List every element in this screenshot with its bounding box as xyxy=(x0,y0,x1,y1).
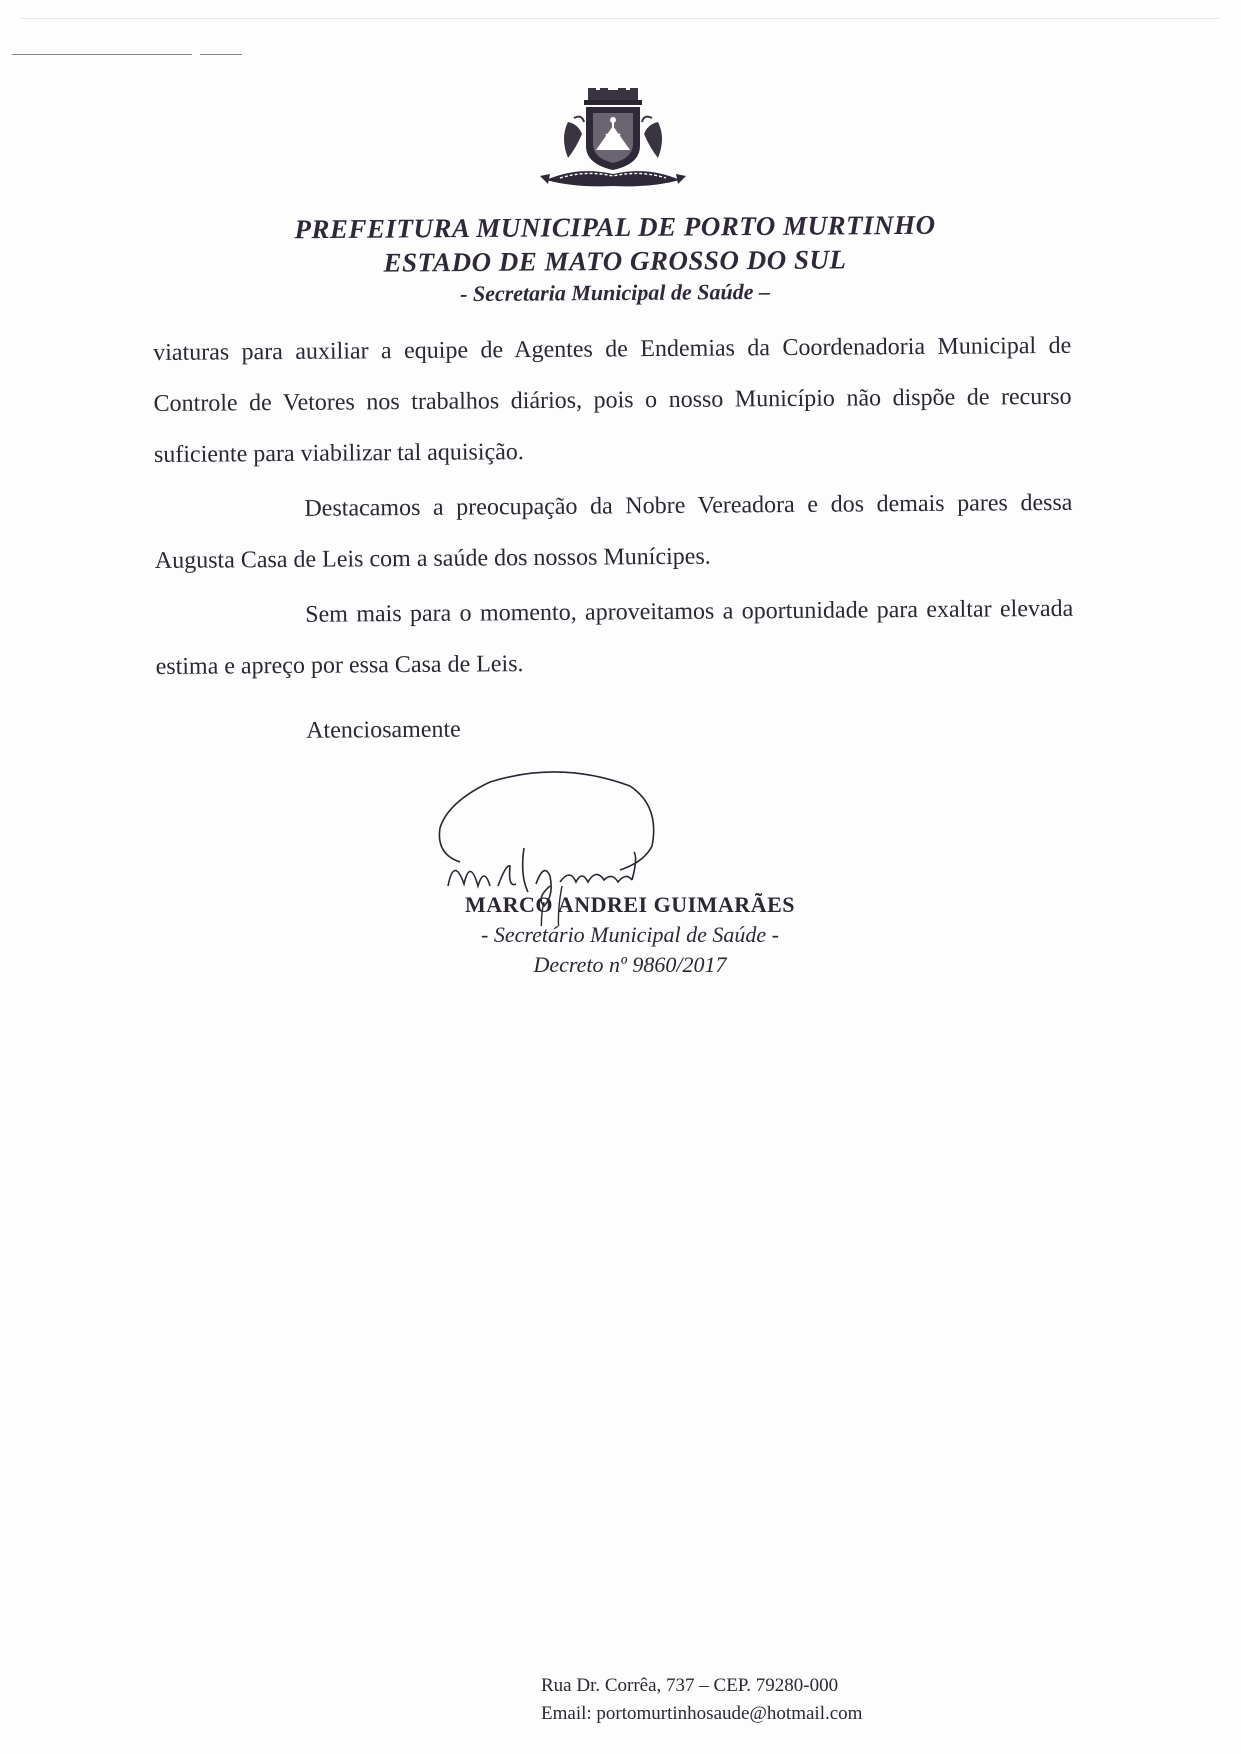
letterhead xyxy=(200,210,1030,308)
scan-mark-line xyxy=(200,54,242,55)
body-paragraph: Destacamos a preocupação da Nobre Vereadora e dos demais pares dessa Augusta Casa de Leis com a saúde dos nossos Munícipes. xyxy=(154,489,1073,574)
closing-salutation: Atenciosamente xyxy=(306,716,461,744)
signatory-decree: Decreto nº 9860/2017 xyxy=(533,952,727,977)
department-title: - Secretaria Municipal de Saúde – xyxy=(459,278,771,307)
body-paragraph: viaturas para auxiliar a equipe de Agentes de Endemias da Coordenadoria Municipal de Controle de Vetores nos trabalhos diários, pois o nosso Município não dispõe de recurso suficiente para viabilizar tal aquisição. xyxy=(153,332,1072,468)
letter-body xyxy=(153,321,1074,758)
state-title: ESTADO DE MATO GROSSO DO SUL xyxy=(383,244,847,278)
signatory-role: - Secretário Municipal de Saúde - xyxy=(481,922,779,947)
signatory-name: MARCO ANDREI GUIMARÃES xyxy=(464,892,795,917)
scan-edge-line xyxy=(20,18,1220,19)
municipal-coat-of-arms-icon xyxy=(538,88,688,206)
footer-email: Email: portomurtinhosaude@hotmail.com xyxy=(541,1703,863,1724)
signature-block xyxy=(420,766,840,996)
municipality-title: PREFEITURA MUNICIPAL DE PORTO MURTINHO xyxy=(294,209,936,245)
scan-mark-line xyxy=(12,54,192,55)
footer-contact xyxy=(541,1672,961,1728)
footer-address: Rua Dr. Corrêa, 737 – CEP. 79280-000 xyxy=(541,1675,839,1696)
body-paragraph: Sem mais para o momento, aproveitamos a oportunidade para exaltar elevada estima e apreço por essa Casa de Leis. xyxy=(155,595,1074,680)
